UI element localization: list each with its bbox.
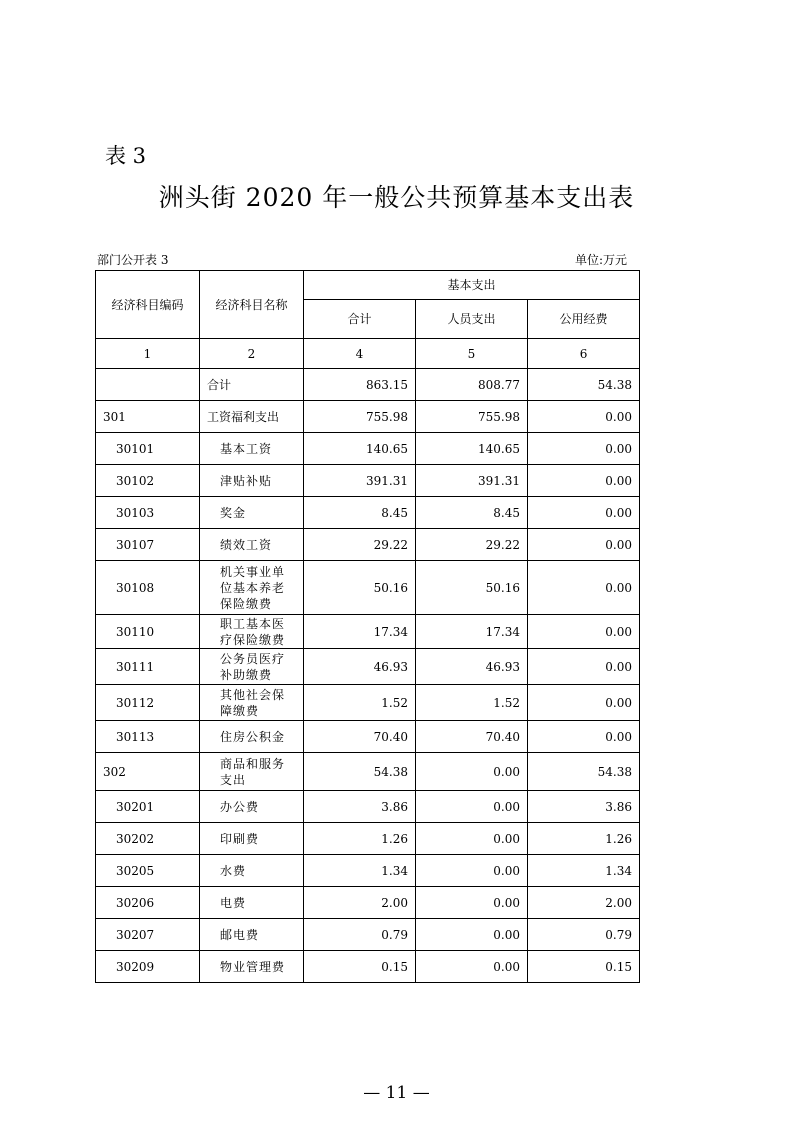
row-personnel: 0.00 xyxy=(416,753,528,791)
row-name: 合计 xyxy=(200,369,304,401)
table-row xyxy=(96,561,640,615)
row-total: 0.79 xyxy=(304,919,416,951)
budget-table xyxy=(95,270,640,983)
header-total: 合计 xyxy=(304,300,416,339)
row-code: 30202 xyxy=(96,823,200,855)
row-code xyxy=(96,369,200,401)
table-row xyxy=(96,465,640,497)
row-public: 0.00 xyxy=(528,615,640,649)
row-personnel: 391.31 xyxy=(416,465,528,497)
row-personnel: 46.93 xyxy=(416,649,528,685)
row-total: 70.40 xyxy=(304,721,416,753)
row-personnel: 140.65 xyxy=(416,433,528,465)
row-name: 公务员医疗补助缴费 xyxy=(200,649,304,685)
document-title: 洲头街 2020 年一般公共预算基本支出表 xyxy=(158,183,635,212)
row-public: 0.15 xyxy=(528,951,640,983)
index-cell: 2 xyxy=(200,339,304,369)
table-row xyxy=(96,649,640,685)
index-cell: 5 xyxy=(416,339,528,369)
index-cell: 4 xyxy=(304,339,416,369)
unit-label: 单位:万元 xyxy=(574,253,627,267)
table-row xyxy=(96,369,640,401)
row-total: 0.15 xyxy=(304,951,416,983)
row-name: 职工基本医疗保险缴费 xyxy=(200,615,304,649)
row-personnel: 0.00 xyxy=(416,951,528,983)
row-total: 1.52 xyxy=(304,685,416,721)
row-personnel: 808.77 xyxy=(416,369,528,401)
index-cell: 6 xyxy=(528,339,640,369)
row-total: 863.15 xyxy=(304,369,416,401)
row-public: 0.00 xyxy=(528,401,640,433)
row-code: 30101 xyxy=(96,433,200,465)
header-public-funds: 公用经费 xyxy=(528,300,640,339)
row-name: 办公费 xyxy=(200,791,304,823)
index-row xyxy=(96,339,640,369)
row-public: 0.00 xyxy=(528,529,640,561)
row-name: 工资福利支出 xyxy=(200,401,304,433)
row-code: 30209 xyxy=(96,951,200,983)
table-row xyxy=(96,721,640,753)
table-row xyxy=(96,401,640,433)
row-public: 1.26 xyxy=(528,823,640,855)
row-name: 邮电费 xyxy=(200,919,304,951)
table-row xyxy=(96,685,640,721)
table-row xyxy=(96,433,640,465)
row-personnel: 0.00 xyxy=(416,919,528,951)
table-row xyxy=(96,919,640,951)
row-name: 其他社会保障缴费 xyxy=(200,685,304,721)
row-code: 302 xyxy=(96,753,200,791)
row-name: 奖金 xyxy=(200,497,304,529)
header-basic-expenditure: 基本支出 xyxy=(304,271,640,300)
table-row xyxy=(96,791,640,823)
row-public: 0.00 xyxy=(528,561,640,615)
row-personnel: 17.34 xyxy=(416,615,528,649)
row-code: 30107 xyxy=(96,529,200,561)
row-public: 0.00 xyxy=(528,649,640,685)
table-row xyxy=(96,615,640,649)
row-personnel: 0.00 xyxy=(416,823,528,855)
row-total: 50.16 xyxy=(304,561,416,615)
row-code: 301 xyxy=(96,401,200,433)
row-personnel: 0.00 xyxy=(416,855,528,887)
department-label: 部门公开表 3 xyxy=(97,253,169,267)
row-name: 商品和服务支出 xyxy=(200,753,304,791)
row-code: 30112 xyxy=(96,685,200,721)
row-code: 30108 xyxy=(96,561,200,615)
row-personnel: 755.98 xyxy=(416,401,528,433)
row-public: 0.00 xyxy=(528,685,640,721)
row-public: 0.00 xyxy=(528,465,640,497)
row-total: 8.45 xyxy=(304,497,416,529)
row-public: 54.38 xyxy=(528,753,640,791)
index-cell: 1 xyxy=(96,339,200,369)
table-row xyxy=(96,529,640,561)
row-total: 29.22 xyxy=(304,529,416,561)
budget-table-wrapper xyxy=(95,270,634,983)
row-public: 54.38 xyxy=(528,369,640,401)
row-personnel: 1.52 xyxy=(416,685,528,721)
row-total: 1.34 xyxy=(304,855,416,887)
row-total: 17.34 xyxy=(304,615,416,649)
row-total: 1.26 xyxy=(304,823,416,855)
row-public: 0.00 xyxy=(528,497,640,529)
row-total: 3.86 xyxy=(304,791,416,823)
row-personnel: 29.22 xyxy=(416,529,528,561)
row-total: 391.31 xyxy=(304,465,416,497)
row-personnel: 0.00 xyxy=(416,887,528,919)
header-economic-code: 经济科目编码 xyxy=(96,271,200,339)
row-name: 住房公积金 xyxy=(200,721,304,753)
table-row xyxy=(96,497,640,529)
row-code: 30103 xyxy=(96,497,200,529)
row-personnel: 0.00 xyxy=(416,791,528,823)
row-code: 30201 xyxy=(96,791,200,823)
row-name: 电费 xyxy=(200,887,304,919)
row-name: 物业管理费 xyxy=(200,951,304,983)
row-code: 30113 xyxy=(96,721,200,753)
row-name: 机关事业单位基本养老保险缴费 xyxy=(200,561,304,615)
page-number: — 11 — xyxy=(363,1083,430,1103)
table-row xyxy=(96,951,640,983)
row-personnel: 50.16 xyxy=(416,561,528,615)
row-code: 30206 xyxy=(96,887,200,919)
row-total: 755.98 xyxy=(304,401,416,433)
header-economic-name: 经济科目名称 xyxy=(200,271,304,339)
table-row xyxy=(96,753,640,791)
row-public: 2.00 xyxy=(528,887,640,919)
row-total: 54.38 xyxy=(304,753,416,791)
row-code: 30111 xyxy=(96,649,200,685)
row-public: 3.86 xyxy=(528,791,640,823)
row-name: 水费 xyxy=(200,855,304,887)
row-code: 30102 xyxy=(96,465,200,497)
table-header xyxy=(96,271,640,369)
row-public: 0.00 xyxy=(528,721,640,753)
row-total: 140.65 xyxy=(304,433,416,465)
row-name: 津贴补贴 xyxy=(200,465,304,497)
table-row xyxy=(96,823,640,855)
row-total: 2.00 xyxy=(304,887,416,919)
table-body xyxy=(96,369,640,983)
table-row xyxy=(96,887,640,919)
header-personnel: 人员支出 xyxy=(416,300,528,339)
row-code: 30205 xyxy=(96,855,200,887)
row-personnel: 8.45 xyxy=(416,497,528,529)
row-name: 基本工资 xyxy=(200,433,304,465)
table-row xyxy=(96,855,640,887)
row-public: 0.00 xyxy=(528,433,640,465)
row-public: 1.34 xyxy=(528,855,640,887)
row-public: 0.79 xyxy=(528,919,640,951)
table-label: 表 3 xyxy=(105,144,147,168)
row-code: 30110 xyxy=(96,615,200,649)
row-code: 30207 xyxy=(96,919,200,951)
row-name: 印刷费 xyxy=(200,823,304,855)
row-personnel: 70.40 xyxy=(416,721,528,753)
row-total: 46.93 xyxy=(304,649,416,685)
row-name: 绩效工资 xyxy=(200,529,304,561)
